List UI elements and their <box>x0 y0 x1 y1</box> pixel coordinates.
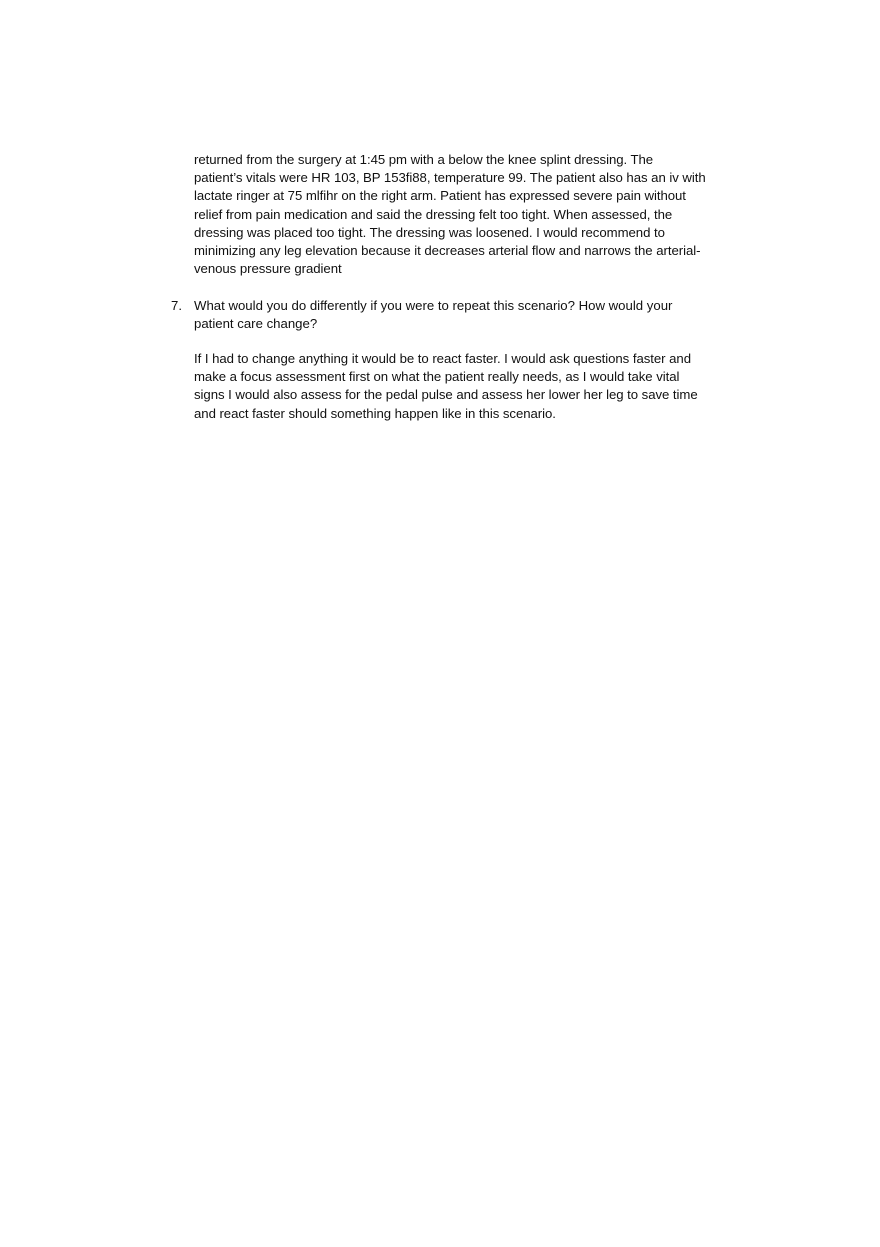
text-line: and react faster should something happen like in this scenario. <box>194 405 556 421</box>
text-line: minimizing any leg elevation because it decreases arterial flow and narrows the arterial- <box>194 243 701 259</box>
question-number: 7. <box>171 298 182 313</box>
text-line: relief from pain medication and said the dressing felt too tight. When assessed, the <box>194 206 673 222</box>
text-line: patient’s vitals were HR 103, BP 153fi88, temperature 99. The patient also has an iv with <box>194 170 706 186</box>
text-line: venous pressure gradient <box>194 261 342 277</box>
answer-7 <box>194 350 739 423</box>
text-line: lactate ringer at 75 mlfihr on the right arm. Patient has expressed severe pain without <box>194 188 686 204</box>
text-line: returned from the surgery at 1:45 pm with a below the knee splint dressing. The <box>194 152 654 167</box>
text-line: make a focus assessment first on what the patient really needs, as I would take vital <box>194 369 680 385</box>
text-line: signs I would also assess for the pedal pulse and assess her lower her leg to save time <box>194 387 698 403</box>
text-line: If I had to change anything it would be to react faster. I would ask questions faster and <box>194 351 691 366</box>
paragraph-scenario-summary <box>194 151 739 278</box>
text-line: patient care change? <box>194 316 318 332</box>
question-text <box>194 297 739 333</box>
text-line: What would you do differently if you were to repeat this scenario? How would your <box>194 298 673 313</box>
text-line: dressing was placed too tight. The dressing was loosened. I would recommend to <box>194 224 665 240</box>
